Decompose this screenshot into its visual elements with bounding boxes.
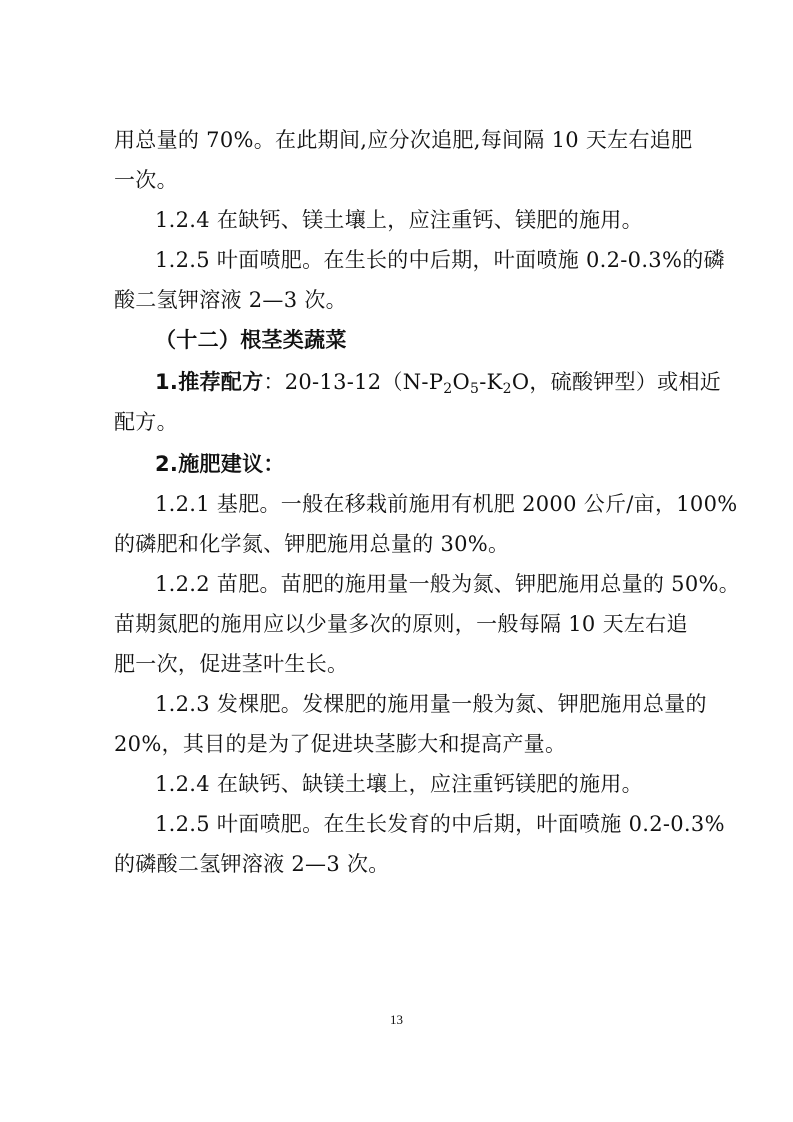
paragraph-line: 的磷肥和化学氮、钾肥施用总量的 30%。 [114,532,510,556]
paragraph-line: 肥一次，促进茎叶生长。 [114,652,349,676]
paragraph-line: 1.2.4 在缺钙、镁土壤上，应注重钙、镁肥的施用。 [155,208,643,232]
formula-label: 1.推荐配方 [155,370,264,394]
paragraph-line: 1.2.1 基肥。一般在移栽前施用有机肥 2000 公斤/亩，100% [155,492,738,516]
paragraph-line: 苗期氮肥的施用应以少量多次的原则，一般每隔 10 天左右追 [114,612,688,636]
paragraph-line: 配方。 [114,410,178,434]
subscript: 2 [443,381,453,397]
subscript: 2 [502,381,512,397]
paragraph-line: 1.2.4 在缺钙、缺镁土壤上，应注重钙镁肥的施用。 [155,772,643,796]
formula-text: 20-13-12（N-P [284,370,444,394]
page-number: 13 [390,1012,403,1027]
paragraph-line: 用总量的 70%。在此期间,应分次追肥,每间隔 10 天左右追肥 [114,128,693,152]
formula-text: O [452,370,471,394]
paragraph-line: 1.2.5 叶面喷肥。在生长的中后期，叶面喷施 0.2-0.3%的磷 [155,248,725,272]
paragraph-line: 酸二氢钾溶液 2—3 次。 [114,288,347,312]
formula-colon: ： [263,370,285,394]
paragraph-line: 一次。 [114,168,178,192]
paragraph-line: 20%，其目的是为了促进块茎膨大和提高产量。 [114,732,567,756]
paragraph-line: 的磷酸二氢钾溶液 2—3 次。 [114,852,390,876]
formula-text: -K [479,370,503,394]
paragraph-line: 1.2.2 苗肥。苗肥的施用量一般为氮、钾肥施用总量的 50%。 [155,572,741,596]
paragraph-line: 1.2.5 叶面喷肥。在生长发育的中后期，叶面喷施 0.2-0.3% [155,812,725,836]
formula-text: O，硫酸钾型）或相近 [511,370,722,394]
section-heading: （十二）根茎类蔬菜 [155,328,347,352]
paragraph-line: 1.2.3 发棵肥。发棵肥的施用量一般为氮、钾肥施用总量的 [155,692,707,716]
formula-line [155,368,721,396]
subscript: 5 [470,381,480,397]
advice-heading: 2.施肥建议： [155,452,285,476]
